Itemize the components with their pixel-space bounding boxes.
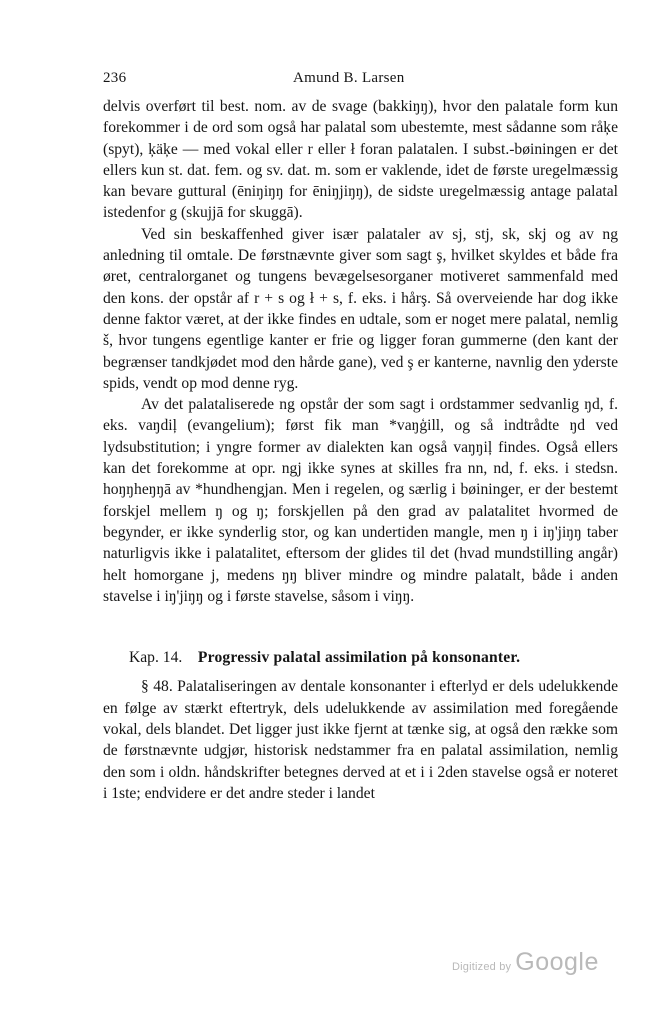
chapter-heading [103,647,618,668]
paragraph-3: Av det palataliserede ng opstår der som sagt i ordstammer sedvanlig ŋd, f. eks. vaŋdiļ (evangelium); først fik man *vaŋģill, og så indtrådte ŋd ved lydsubstitution; i yngre former av dialekten kan også vaŋŋiļ findes. Også ellers kan det forekomme at opr. ngj ikke synes at skilles fra nn, nd, f. eks. i stedsn. hoŋŋheŋŋā av *hundhengjan. Men i regelen, og særlig i bøininger, er der bestemt forskjel mellem ŋ og ŋ; forskjellen på den grad av palatalitet hvormed de begynder, er ikke synderlig stor, og kan undertiden mangle, men ŋ i iŋ'jiŋŋ taber naturligvis ikke i palatalitet, eftersom der glides til det (hvad mundstilling angår) helt homorgane j, medens ŋŋ bliver mindre og mindre palatalt, både i anden stavelse i iŋ'jiŋŋ og i første stavelse, såsom i viŋŋ. [103,396,618,605]
section-48-paragraph: § 48. Palataliseringen av dentale konsonanter i efterlyd er dels udelukkende en følge av stærkt eftertryk, dels udelukkende av assimilation med foregående vokal, dels blandet. Det ligger just ikke fjernt at tænke sig, at også den række som de førstnævnte udgjør, historisk nedstammer fra en palatal assimilation, nemlig den som i oldn. håndskrifter betegnes derved at et i i 2den stavelse også er noteret i 1ste; endvidere er det andre steder i landet [103,678,618,802]
page-header [103,70,618,96]
google-watermark [452,948,599,977]
paragraph-2: Ved sin beskaffenhed giver især palataler av sj, stj, sk, skj og av ng anledning til omtale. De førstnævnte giver som sagt ş, hvilket skyldes et både fra øret, centralorganet og tungens bevægelsesorganer motiveret sammenfald med den kons. der opstår af r + s og ł + s, f. eks. i hårş. Så overveiende har dog ikke denne faktor været, at der ikke findes en udtale, som er noget mere palatal, nemlig š, hvor tungens egentlige kanter er frie og ligger foran gummerne (den kant der begrænser tandkjødet mod den hårde gane), ved ş er kanterne, navnlig den yderste spids, vendt op mod denne ryg. [103,225,618,392]
watermark-digitized-by: Digitized by [452,961,512,973]
chapter-label: Kap. 14. [129,649,183,667]
page-number: 236 [103,70,127,86]
chapter-title: Progressiv palatal assimilation på konsonanter. [197,649,521,667]
running-title: Amund B. Larsen [293,70,405,86]
paragraph-1: delvis overført til best. nom. av de svage (bakkiŋŋ), hvor den palatale form kun forekommer i de ord som også har palatal som ubestemte, mest sådanne som råķe (spyt), ķäķe — med vokal eller r eller ł foran palatalen. I subst.-bøiningen er det ellers kun st. dat. fem. og sv. dat. m. som er vaklende, idet de første uregelmæssig kan bevare guttural (ēniŋiŋŋ for ēniŋjiŋŋ), de sidste uregelmæssig antage palatal istedenfor g (skujjā for skuggā). [103,98,618,222]
watermark-google-logo: Google [515,948,599,976]
book-page [103,70,618,804]
